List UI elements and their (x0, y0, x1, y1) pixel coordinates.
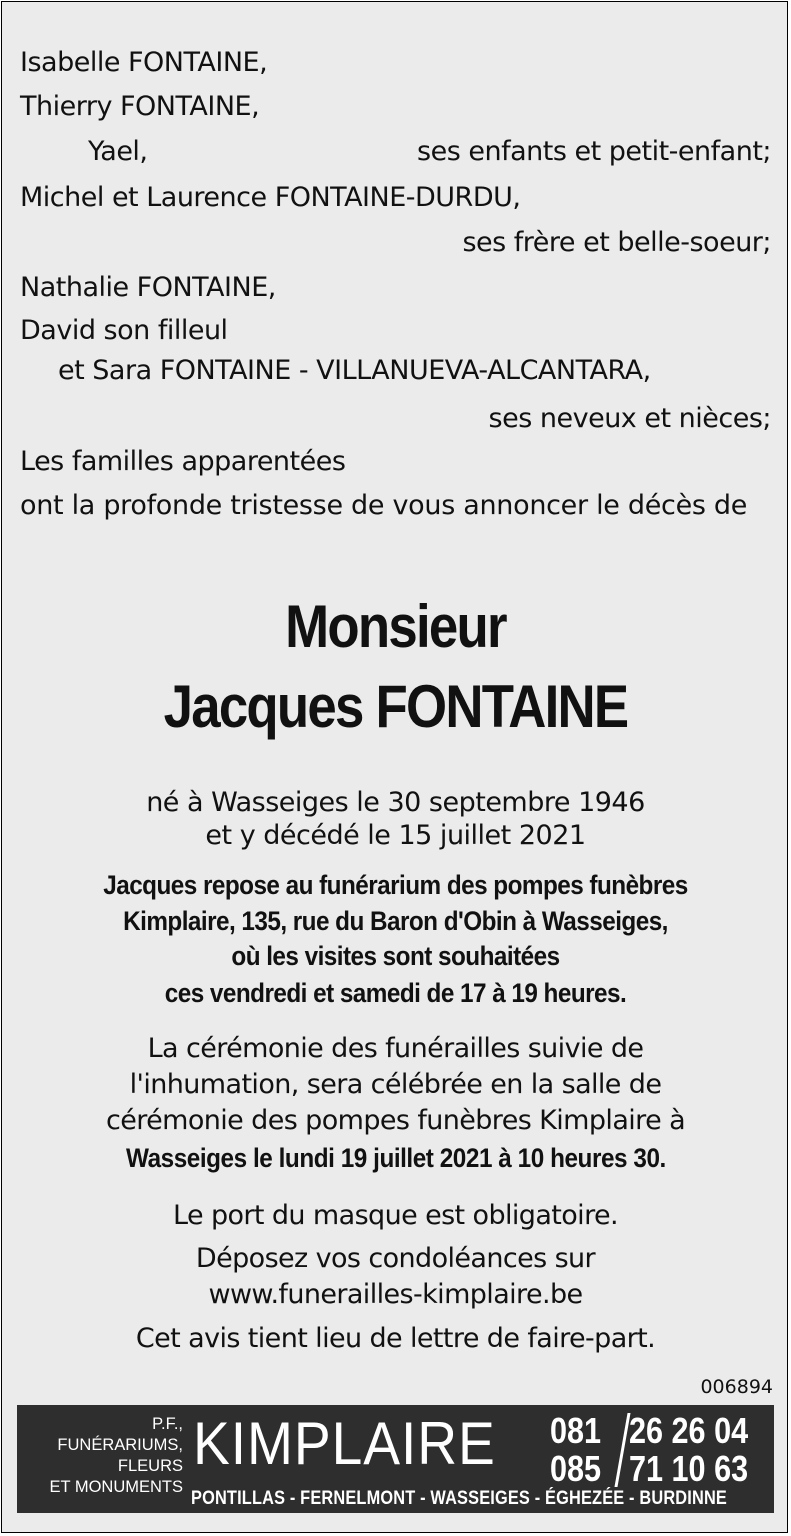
condolences-line: Déposez vos condoléances sur (195, 1243, 596, 1274)
family-line-isabelle: Isabelle FONTAINE, (20, 47, 268, 78)
family-line-michel-laurence: Michel et Laurence FONTAINE-DURDU, (20, 182, 521, 213)
service-item: FUNÉRARIUMS, (57, 1436, 183, 1454)
relation-children: ses enfants et petit-enfant; (417, 136, 771, 167)
ceremony-line-1: La cérémonie des funérailles suivie de (147, 1033, 644, 1064)
family-line-david: David son filleul (20, 315, 228, 346)
towns-list: PONTILLAS - FERNELMONT - WASSEIGES - ÉGHEZÉE - BURDINNE (191, 1488, 727, 1509)
deceased-name: Jacques FONTAINE (163, 673, 628, 740)
repose-line-1: Jacques repose au funérarium des pompes funèbres (103, 870, 688, 900)
faire-part-notice: Cet avis tient lieu de lettre de faire-part. (135, 1323, 656, 1354)
ceremony-line-4 (2, 1141, 789, 1176)
birth-line: né à Wasseiges le 30 septembre 1946 (146, 787, 645, 818)
family-line-yael: Yael, (88, 136, 148, 167)
service-item: FLEURS (117, 1457, 183, 1475)
service-item: ET MONUMENTS (49, 1478, 183, 1496)
phone-1-number: 26 26 04 (629, 1410, 749, 1451)
mask-notice: Le port du masque est obligatoire. (173, 1200, 618, 1231)
ceremony-line-3: cérémonie des pompes funèbres Kimplaire à (105, 1105, 686, 1136)
services-list (23, 1414, 183, 1498)
phone-1-prefix: 081 (550, 1410, 602, 1451)
death-line: et y décédé le 15 juillet 2021 (205, 820, 586, 851)
ceremony-line-2: l'inhumation, sera célébrée en la salle de (129, 1069, 662, 1100)
ceremony-date: Wasseiges le lundi 19 juillet 2021 à 10 heures 30. (125, 1143, 666, 1173)
obituary-notice (1, 1, 788, 1533)
funeral-home-banner (17, 1405, 774, 1513)
repose-line-2: Kimplaire, 135, rue du Baron d'Obin à Wasseiges, (123, 906, 668, 936)
service-item: P.F., (152, 1415, 183, 1433)
relation-siblings: ses frère et belle-soeur; (462, 227, 771, 258)
condolences-url: www.funerailles-kimplaire.be (208, 1279, 583, 1310)
phone-2-prefix: 085 (550, 1448, 602, 1489)
reference-number: 006894 (700, 1376, 773, 1398)
deceased-title: Monsieur (285, 593, 506, 660)
family-line-relatives: Les familles apparentées (20, 446, 346, 477)
family-line-thierry: Thierry FONTAINE, (20, 91, 260, 122)
repose-line-3: où les visites sont souhaitées (231, 941, 560, 971)
brand-logo: KIMPLAIRE (193, 1410, 496, 1477)
phone-2-number: 71 10 63 (629, 1448, 749, 1489)
announcement-text: ont la profonde tristesse de vous annoncer le décès de (20, 490, 748, 521)
family-line-sara: et Sara FONTAINE - VILLANUEVA-ALCANTARA, (58, 355, 651, 386)
repose-line-4: ces vendredi et samedi de 17 à 19 heures. (164, 978, 627, 1008)
family-line-nathalie: Nathalie FONTAINE, (20, 272, 276, 303)
relation-nephews: ses neveux et nièces; (488, 403, 771, 434)
